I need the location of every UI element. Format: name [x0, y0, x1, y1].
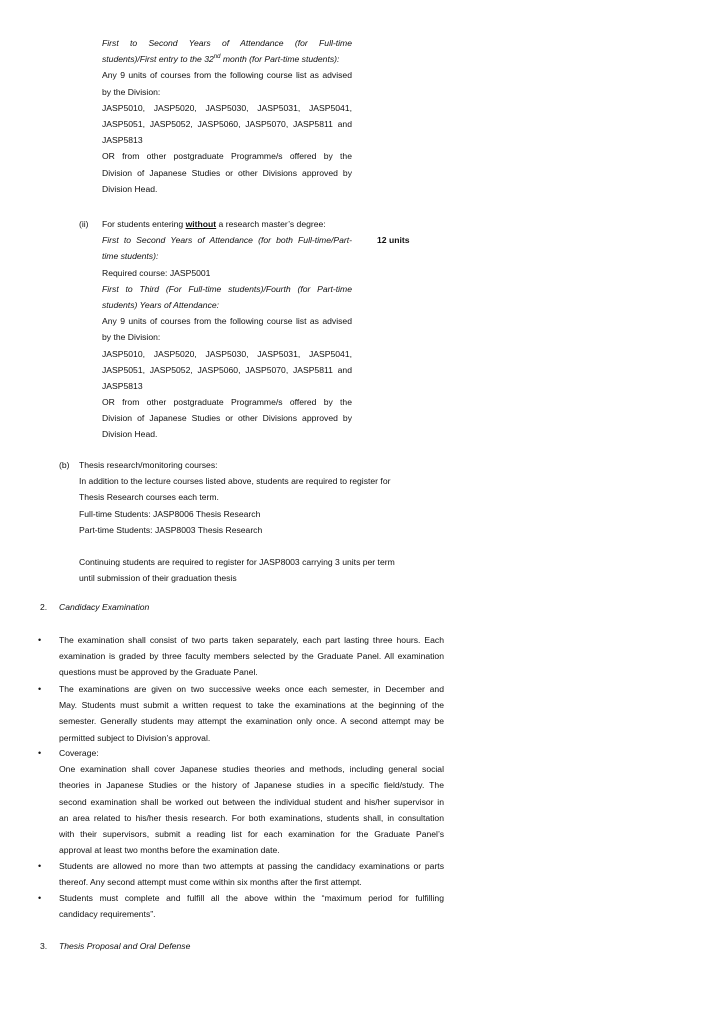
bullet-line: an area related to his/her thesis research. For both examinations, students shall, in consultation [59, 812, 444, 823]
bullet-line: Students are allowed no more than two attempts at passing the candidacy examinations or parts [59, 861, 444, 871]
block-ii-line: JASP5010, JASP5020, JASP5030, JASP5031, JASP5041, [102, 348, 352, 359]
block-i-line: OR from other postgraduate Programme/s offered by the [102, 151, 352, 162]
block-b-marker: (b) [59, 460, 70, 470]
bullet-line: Students must complete and fulfill all the above within the “maximum period for fulfilling [59, 893, 444, 903]
block-b-continuing-line: until submission of their graduation thesis [79, 573, 237, 584]
bullet-line: with their supervisors, submit a reading list for each examination for the Graduate Panel’s [59, 828, 444, 839]
block-ii-intro: For students entering without a research master’s degree: [102, 219, 326, 229]
block-i-line: Division of Japanese Studies or other Divisions approved by [102, 167, 352, 178]
block-ii-marker: (ii) [79, 219, 89, 229]
bullet-line: examination is graded by three faculty members selected by the Graduate Panel. All examination [59, 651, 444, 662]
block-i-line: JASP5051, JASP5052, JASP5060, JASP5070, JASP5811 and [102, 118, 352, 129]
block-b-line: Part-time Students: JASP8003 Thesis Research [79, 524, 263, 535]
section-2-bullet [59, 890, 444, 922]
section-2-number: 2. [40, 602, 48, 612]
bullet-dot-icon: • [38, 861, 42, 871]
block-ii-sub2-line2: students) Years of Attendance: [102, 299, 220, 310]
block-i-heading-line2: students)/First entry to the 32nd month (for Part-time students): [102, 54, 340, 65]
block-ii-line: Any 9 units of courses from the following course list as advised [102, 316, 352, 327]
block-b-continuing [79, 554, 414, 586]
bullet-dot-icon: • [38, 684, 42, 694]
block-i-line: by the Division: [102, 86, 161, 97]
bullet-line: One examination shall cover Japanese studies theories and methods, including general social [59, 764, 444, 775]
block-b-line: In addition to the lecture courses listed above, students are required to register for [79, 476, 391, 487]
bullet-line: candidacy requirements”. [59, 909, 156, 920]
bullet-line: second examination shall be worked out between the individual student and his/her supervisor in [59, 796, 444, 807]
bullet-line: The examination shall consist of two parts taken separately, each part lasting three hours. Each [59, 635, 444, 645]
block-ii-sub1-line2: time students): [102, 251, 159, 262]
bullet-line: questions must be approved by the Graduate Panel. [59, 667, 258, 678]
bullet-line: permitted subject to Division’s approval. [59, 732, 211, 743]
section-2-title: Candidacy Examination [59, 602, 150, 612]
bullet-line: The examinations are given on two successive weeks once each semester, in December and [59, 684, 444, 694]
bullet-dot-icon: • [38, 748, 42, 758]
bullet-line: approval at least two months before the examination date. [59, 845, 280, 856]
block-ii-sub2-line1: First to Third (For Full-time students)/Fourth (for Part-time [102, 283, 352, 294]
block-ii-line: JASP5813 [102, 380, 143, 391]
block-ii-line: Division of Japanese Studies or other Divisions approved by [102, 413, 352, 424]
bullet-line: theories in Japanese Studies or the history of Japanese studies in a specific field/study. The [59, 780, 444, 791]
block-i-line: Any 9 units of courses from the following course list as advised [102, 70, 352, 81]
block-ii-required: Required course: JASP5001 [102, 267, 211, 278]
block-ii-line: by the Division: [102, 332, 161, 343]
block-i-line: Division Head. [102, 183, 158, 194]
block-i-heading-line1: First to Second Years of Attendance (for Full-time [102, 38, 352, 48]
bullet-line: Coverage: [59, 748, 99, 758]
section-3-title: Thesis Proposal and Oral Defense [59, 941, 191, 951]
bullet-dot-icon: • [38, 635, 42, 645]
block-b-line: Thesis Research courses each term. [79, 492, 219, 503]
block-b-line: Full-time Students: JASP8006 Thesis Research [79, 508, 261, 519]
block-b-title: Thesis research/monitoring courses: [79, 460, 218, 470]
bullet-line: thereof. Any second attempt must come within six months after the first attempt. [59, 877, 362, 888]
block-ii-line: JASP5051, JASP5052, JASP5060, JASP5070, JASP5811 and [102, 364, 352, 375]
block-ii-line: OR from other postgraduate Programme/s offered by the [102, 397, 352, 408]
block-ii-units: 12 units [377, 235, 410, 245]
block-ii [102, 216, 352, 443]
section-2-bullet [59, 745, 444, 858]
block-ii-line: Division Head. [102, 429, 158, 440]
block-b-continuing-line: Continuing students are required to register for JASP8003 carrying 3 units per term [79, 557, 395, 567]
section-2-bullet [59, 858, 444, 890]
bullet-line: May. Students must submit a written request to take the examinations at the beginning of the [59, 700, 444, 711]
section-2-bullet [59, 681, 444, 746]
block-i-line: JASP5813 [102, 135, 143, 146]
section-3-number: 3. [40, 941, 48, 951]
bullet-dot-icon: • [38, 893, 42, 903]
block-b [79, 457, 414, 538]
section-2-bullet [59, 632, 444, 681]
block-i-tail [102, 35, 352, 197]
bullet-line: semester. Generally students may attempt the examination only once. A second attempt may be [59, 716, 444, 727]
block-ii-sub1-line1: First to Second Years of Attendance (for both Full-time/Part- [102, 235, 352, 246]
block-i-line: JASP5010, JASP5020, JASP5030, JASP5031, JASP5041, [102, 102, 352, 113]
